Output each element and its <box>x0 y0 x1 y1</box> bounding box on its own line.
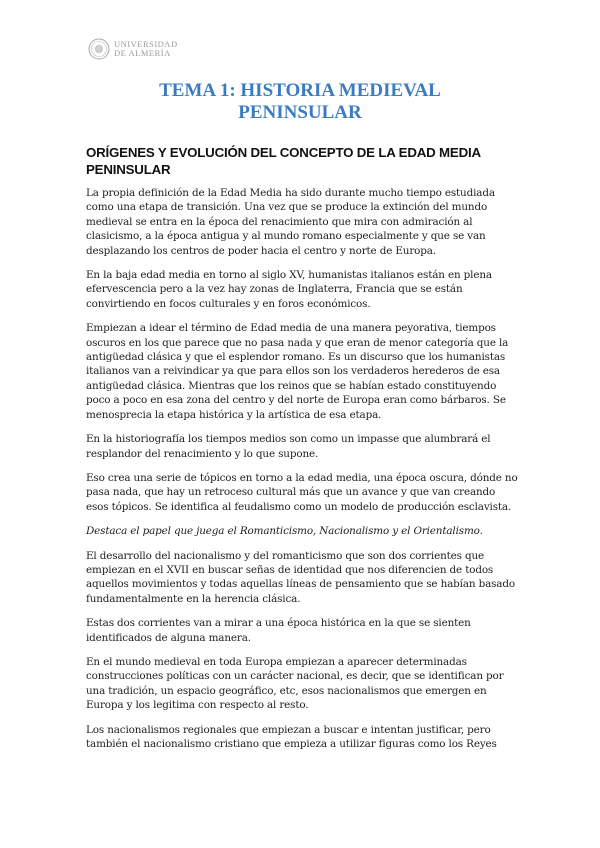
university-seal-icon <box>88 38 110 60</box>
university-logo <box>88 38 178 60</box>
italic-paragraph: Destaca el papel que juega el Romanticismo, Nacionalismo y el Orientalismo. <box>86 525 483 538</box>
logo-line-1: UNIVERSIDAD <box>114 39 178 49</box>
title-line-2: PENINSULAR <box>238 102 362 123</box>
logo-line-2: DE ALMERÍA <box>114 48 171 58</box>
paragraph: En el mundo medieval en toda Europa empiezan a aparecer determinadas construcciones políticas con un carácter nacional, es decir, que se identifican por una tradición, un espacio geográfico, etc, esos nacionalismos que emergen en Europa y los legitima con respecto al resto. <box>86 655 504 712</box>
section-heading: ORÍGENES Y EVOLUCIÓN DEL CONCEPTO DE LA EDAD MEDIA PENINSULAR <box>86 145 481 177</box>
paragraph: Los nacionalismos regionales que empiezan a buscar e intentan justificar, pero también el nacionalismo cristiano que empieza a utilizar figuras como los Reyes <box>86 723 497 750</box>
paragraph: El desarrollo del nacionalismo y del romanticismo que son dos corrientes que empiezan en el XVII en buscar señas de identidad que nos diferencien de todos aquellos movimientos y todas aquellas líneas de pensamiento que se habían basado fundamentalmente en la herencia clásica. <box>86 549 515 605</box>
logo-text <box>114 40 178 58</box>
paragraph: Empiezan a idear el término de Edad media de una manera peyorativa, tiempos oscuros en los que parece que no pasa nada y que eran de menor categoría que la antigüedad clásica y que el esplendor romano. Es un discurso que los humanistas italianos van a reivindicar ya que para ellos son los verdaderos herederos de esa antigüedad clásica. Mientras que los reinos que se habían estado constituyendo poco a poco en esa zona del centro y del norte de Europa eran como bárbaros. Se menosprecia la etapa histórica y la artística de esa etapa. <box>86 322 509 421</box>
title-line-1: TEMA 1: HISTORIA MEDIEVAL <box>159 80 441 101</box>
document-title <box>60 80 540 124</box>
paragraph: La propia definición de la Edad Media ha sido durante mucho tiempo estudiada como una etapa de transición. Una vez que se produce la extinción del mundo medieval se entra en la época del renacimiento que mira con admiración al clasicismo, a la época antigua y al mundo romano especialmente y que se van desplazando los centros de poder hacia el centro y norte de Europa. <box>86 187 495 257</box>
paragraph: Estas dos corrientes van a mirar a una época histórica en la que se sienten identificados de alguna manera. <box>86 617 471 644</box>
paragraph: En la baja edad media en torno al siglo XV, humanistas italianos están en plena efervescencia pero a la vez hay zonas de Inglaterra, Francia que se están convirtiendo en focos culturales y en foros económicos. <box>86 269 492 310</box>
paragraph: Eso crea una serie de tópicos en torno a la edad media, una época oscura, dónde no pasa nada, que hay un retroceso cultural más que un avance y que van creando esos tópicos. Se identifica al feudalismo como un modelo de producción esclavista. <box>86 471 518 513</box>
document-body <box>86 186 518 761</box>
paragraph: En la historiografía los tiempos medios son como un impasse que alumbrará el resplandor del renacimiento y lo que supone. <box>86 433 491 460</box>
